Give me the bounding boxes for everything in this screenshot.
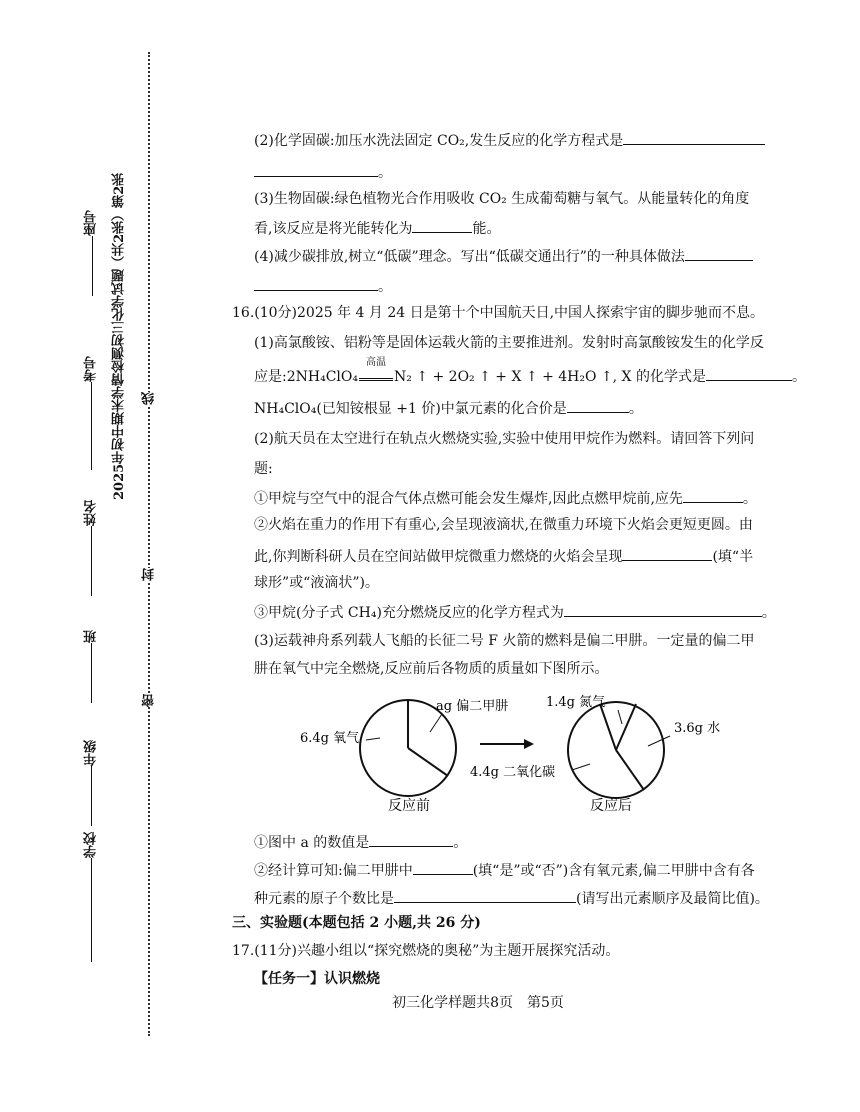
answer-blank[interactable] <box>369 832 453 847</box>
pie-figure <box>300 688 760 820</box>
answer-blank[interactable] <box>567 398 629 413</box>
field-school-blank <box>92 858 93 962</box>
answer-blank[interactable] <box>564 602 762 617</box>
q16-3-1: ①图中 a 的数值是 。 <box>254 832 467 852</box>
q16-2-2-end: 球形”或“液滴状”)。 <box>254 575 379 591</box>
q16-1-valence: NH₄ClO₄(已知铵根显 +1 价)中氯元素的化合价是 。 <box>254 398 643 418</box>
label-n2: 1.4g 氮气 <box>546 695 606 710</box>
field-seat-no: 座号 <box>82 210 101 296</box>
caption-before: 反应前 <box>388 798 430 814</box>
answer-blank[interactable] <box>685 246 753 261</box>
answer-blank[interactable] <box>622 546 712 561</box>
answer-blank[interactable] <box>254 162 378 177</box>
task-one-heading: 【任务一】认识燃烧 <box>254 971 380 987</box>
q16-2-2: ②火焰在重力的作用下有重心,会呈现液滴状,在微重力环境下火焰会更短更圆。由 <box>254 517 753 533</box>
answer-blank[interactable] <box>412 218 472 233</box>
q16-2-3: ③甲烷(分子式 CH₄)充分燃烧反应的化学方程式为 。 <box>254 602 776 622</box>
binding-dotted-line <box>148 52 150 1036</box>
arrow-condition: 高温 <box>358 368 394 386</box>
q16-1-equation: 应是:2NH₄ClO₄ 高温 N₂ ↑ + 2O₂ ↑ + X ↑ + 4H₂O ↑, X 的化学式是 。 <box>254 357 806 385</box>
pie-before <box>300 698 508 814</box>
answer-blank[interactable] <box>394 888 576 903</box>
field-class: 班 <box>82 630 101 703</box>
q15-4-line: (4)减少碳排放,树立“低碳”理念。写出“低碳交通出行”的一种具体做法 <box>254 246 753 266</box>
label-o2-before: 6.4g 氧气 <box>300 731 360 746</box>
q15-2-cont: 。 <box>254 162 392 182</box>
q16-2-2-cont: 此,你判断科研人员在空间站做甲烷微重力燃烧的火焰会呈现 (填“半 <box>254 546 753 566</box>
q15-4-cont: 。 <box>254 276 392 296</box>
q16-3-2: ②经计算可知:偏二甲肼中 (填“是”或“否”)含有氧元素,偏二甲肼中含有各 <box>254 860 755 880</box>
q15-3-line: (3)生物固碳:绿色植物光合作用吸收 CO₂ 生成葡萄糖与氧气。从能量转化的角度 <box>254 191 750 207</box>
q15-3-cont: 看,该反应是将光能转化为 能。 <box>254 218 500 238</box>
label-co2: 4.4g 二氧化碳 <box>470 765 556 780</box>
field-name: 姓名 <box>82 500 101 596</box>
field-seat-no-blank <box>92 236 93 296</box>
answer-blank[interactable] <box>706 366 792 381</box>
paper-title: 2025年初中期末学情检测初三化学试题（共2张）第2张 <box>112 172 127 500</box>
q16-3-2-cont: 种元素的原子个数比是 (请写出元素顺序及最简比值)。 <box>254 888 769 908</box>
caption-after: 反应后 <box>590 798 632 814</box>
q16-3-cont: 肼在氧气中完全燃烧,反应前后各物质的质量如下图所示。 <box>254 661 609 677</box>
label-h2o: 3.6g 水 <box>674 721 721 736</box>
answer-blank[interactable] <box>623 130 765 145</box>
field-school: 学校 <box>82 832 101 962</box>
q16-3-line: (3)运载神舟系列载人飞船的长征二号 F 火箭的燃料是偏二甲肼。一定量的偏二甲 <box>254 633 755 649</box>
label-a: ag 偏二甲肼 <box>436 699 509 714</box>
answer-blank[interactable] <box>413 860 473 875</box>
q16-2-cont: 题: <box>254 461 273 477</box>
answer-blank[interactable] <box>683 488 743 503</box>
field-exam-no: 考号 <box>82 356 101 470</box>
q16-1-line: (1)高氯酸铵、铝粉等是固体运载火箭的主要推进剂。发射时高氯酸铵发生的化学反 <box>254 335 764 351</box>
q16-2-line: (2)航天员在太空进行在轨点火燃烧实验,实验中使用甲烷作为燃料。请回答下列问 <box>254 431 755 447</box>
reaction-arrow <box>480 739 534 749</box>
q15-2-line: (2)化学固碳:加压水洗法固定 CO₂,发生反应的化学方程式是 <box>254 130 765 150</box>
q17-title: 17.(11分)兴趣小组以“探究燃烧的奥秘”为主题开展探究活动。 <box>232 943 620 959</box>
binding-line: 线 <box>142 392 157 405</box>
binding-seal: 封 <box>142 568 157 581</box>
section-three-heading: 三、实验题(本题包括 2 小题,共 26 分) <box>232 915 481 931</box>
field-exam-no-blank <box>92 382 93 470</box>
field-grade: 年级 <box>82 740 101 826</box>
binding-mi: 密 <box>142 694 157 707</box>
q16-title: 16.(10分)2025 年 4 月 24 日是第十个中国航天日,中国人探索宇宙的脚步驰而不息。 <box>232 305 765 321</box>
field-grade-blank <box>92 766 93 826</box>
page-footer: 初三化学样题共8页 第5页 <box>392 995 564 1011</box>
field-name-blank <box>92 526 93 596</box>
q16-2-1: ①甲烷与空气中的混合气体点燃可能会发生爆炸,因此点燃甲烷前,应先 。 <box>254 488 757 508</box>
field-class-blank <box>92 643 93 703</box>
answer-blank[interactable] <box>254 276 378 291</box>
